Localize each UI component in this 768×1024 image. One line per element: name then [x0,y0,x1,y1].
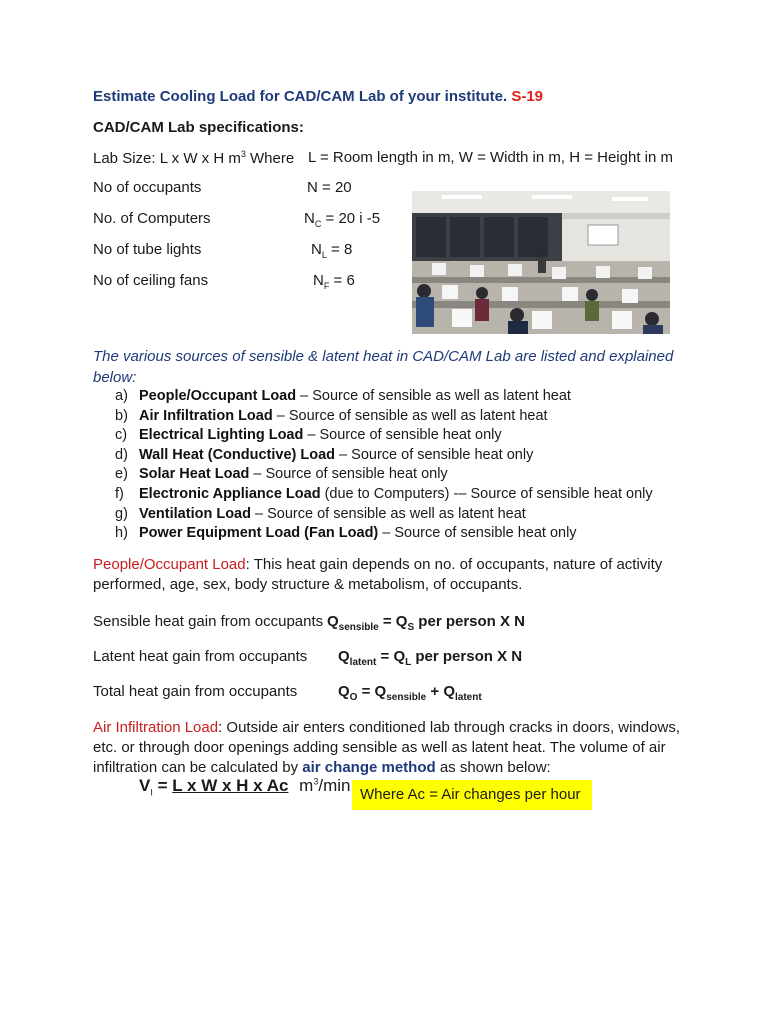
eq-sub: sensible [338,622,379,633]
source-desc: – Source of sensible heat only [335,446,534,463]
source-desc: – Source of sensible as well as latent heat [296,388,571,404]
vi-subscript: I [150,787,153,798]
eq-q: Q [327,613,339,630]
eq-tail: per person X N [411,648,523,665]
spec-value-tube-lights [311,241,352,260]
eq-sub: sensible [386,692,427,703]
source-name: People/Occupant Load [139,388,297,404]
list-item [93,446,653,466]
eq-mid: = Q [357,683,387,700]
source-name: Ventilation Load [139,505,251,522]
list-item [93,465,653,485]
source-name: Electronic Appliance Load [139,485,321,502]
total-label: Total heat gain from occupants [93,683,298,700]
list-item [93,407,653,427]
list-marker: h) [115,525,128,542]
sensible-equation [327,613,525,633]
heat-sources-list [93,387,653,544]
source-name: Air Infiltration Load [139,407,273,424]
infiltration-formula [139,776,350,797]
eq-sub: latent [349,657,377,668]
spec-label-ceiling-fans: No of ceiling fans [93,272,209,289]
eq-sub: S [407,622,415,633]
eq-q: Q [338,683,350,700]
source-desc: – Source of sensible as well as latent heat [250,505,526,522]
air-change-note: Where Ac = Air changes per hour [352,780,592,810]
problem-title [93,88,543,105]
spec-number: = 8 [326,241,353,258]
cad-lab-photo-drawing [412,191,670,334]
infiltration-paragraph [93,718,705,778]
list-marker: g) [115,505,128,522]
infiltration-text-b: as shown below: [435,759,551,776]
source-desc: – Source of sensible heat only [303,427,502,444]
list-marker: a) [115,388,128,404]
list-marker: d) [115,446,128,463]
spec-value-ceiling-fans [313,272,355,291]
vi-symbol: V [139,776,151,795]
vi-equals: = [152,776,173,795]
eq-sub: latent [455,692,482,703]
air-change-method: air change method [302,759,436,776]
list-marker: b) [115,407,128,424]
list-item [93,505,653,525]
source-desc: (due to Computers) -– Source of sensible heat only [320,485,653,502]
source-name: Solar Heat Load [139,466,250,483]
vi-formula: L x W x H x Ac [172,776,289,795]
occupant-paragraph [93,555,705,595]
source-name: Wall Heat (Conductive) Load [139,446,336,463]
source-desc: – Source of sensible as well as latent heat [272,407,548,424]
vi-unit-tail: /min [318,776,351,795]
lab-size-line [93,149,294,167]
spec-symbol: N [313,272,324,289]
lab-size-where: Where [245,150,295,167]
source-desc: – Source of sensible heat only [249,466,448,483]
eq-plus: + Q [426,683,456,700]
spec-value-occupants [307,179,352,196]
spec-value-computers [304,210,380,229]
spec-number: = 20 [317,179,352,196]
vi-unit-sup: 3 [313,776,319,787]
list-marker: c) [115,427,128,444]
sensible-label: Sensible heat gain from occupants [93,613,324,630]
spec-symbol: N [311,241,322,258]
spec-symbol: N [307,179,318,196]
spec-number: = 20 i -5 [321,210,381,227]
spec-label-tube-lights: No of tube lights [93,241,202,258]
lab-size-sup: 3 [240,149,246,159]
sources-intro: The various sources of sensible & latent heat in CAD/CAM Lab are listed and explained below: [93,348,674,386]
latent-label: Latent heat gain from occupants [93,648,308,665]
problem-title-text: Estimate Cooling Load for CAD/CAM Lab of your institute. [93,88,508,105]
cad-lab-photo [412,191,670,334]
spec-subscript: L [321,250,327,260]
total-equation [338,683,482,703]
source-name: Electrical Lighting Load [139,427,304,444]
specs-heading: CAD/CAM Lab specifications: [93,119,304,136]
infiltration-text-a: : Outside air enters conditioned lab through cracks in doors, windows, etc. or through door openings adding sensible as well as latent heat. The volume of air infiltration can be calculated by [93,719,680,776]
vi-unit: m [299,776,314,795]
lab-size-definition: L = Room length in m, W = Width in m, H = Height in m [308,149,673,166]
spec-label-occupants: No of occupants [93,179,202,196]
eq-q: Q [338,648,350,665]
list-marker: e) [115,466,128,483]
spec-label-computers: No. of Computers [93,210,211,227]
source-desc: – Source of sensible heat only [378,525,577,542]
list-item [93,485,653,505]
spec-subscript: C [314,219,322,229]
eq-mid: = Q [376,648,406,665]
eq-sub: O [349,692,358,703]
spec-subscript: F [323,281,330,291]
list-item [93,524,653,544]
list-marker: f) [115,485,124,502]
eq-mid: = Q [378,613,408,630]
list-item [93,426,653,446]
spec-symbol: N [304,210,315,227]
infiltration-heading: Air Infiltration Load [93,719,219,736]
occupant-heading: People/Occupant Load [93,556,246,573]
list-item [93,387,653,407]
lab-size-label: Lab Size: L x W x H m [93,150,241,167]
eq-tail: per person X N [414,613,525,630]
spec-number: = 6 [329,272,355,289]
eq-sub: L [405,657,412,668]
occupant-text: : This heat gain depends on no. of occupants, nature of activity performed, age, sex, body structure & metabolism, of occupants. [93,556,663,593]
source-name: Power Equipment Load (Fan Load) [139,525,379,542]
latent-equation [338,648,522,668]
problem-code: S-19 [511,88,544,105]
